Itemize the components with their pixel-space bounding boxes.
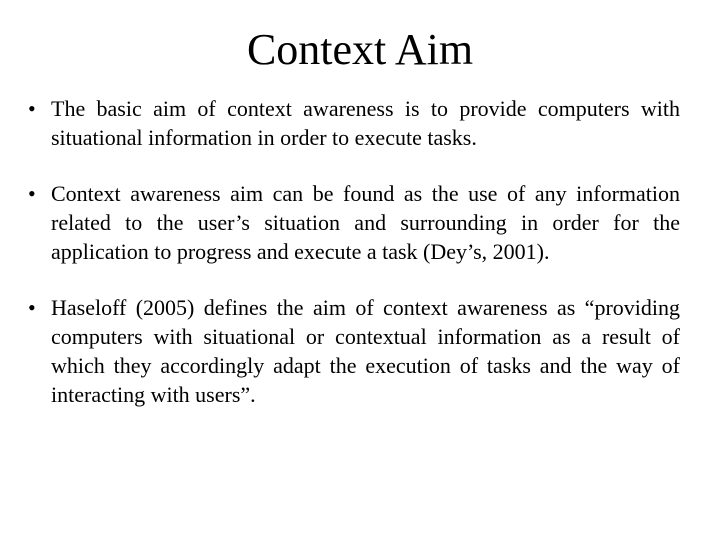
bullet-item (28, 94, 680, 152)
bullet-list (28, 94, 680, 436)
bullet-marker: • (28, 96, 36, 121)
bullet-marker: • (28, 295, 36, 320)
bullet-text: Context awareness aim can be found as the use of any information related to the user’s situation and surrounding in order for the application to progress and execute a task (Dey’s, 2001). (51, 181, 680, 264)
bullet-item (28, 179, 680, 266)
bullet-item (28, 293, 680, 409)
slide-title: Context Aim (246, 25, 474, 74)
bullet-marker: • (28, 181, 36, 206)
bullet-text: Haseloff (2005) defines the aim of context awareness as “providing computers with situational or contextual information as a result of which they accordingly adapt the execution of tasks and the way of interacting with users”. (51, 295, 680, 407)
bullet-text: The basic aim of context awareness is to provide computers with situational information in order to execute tasks. (51, 96, 680, 150)
